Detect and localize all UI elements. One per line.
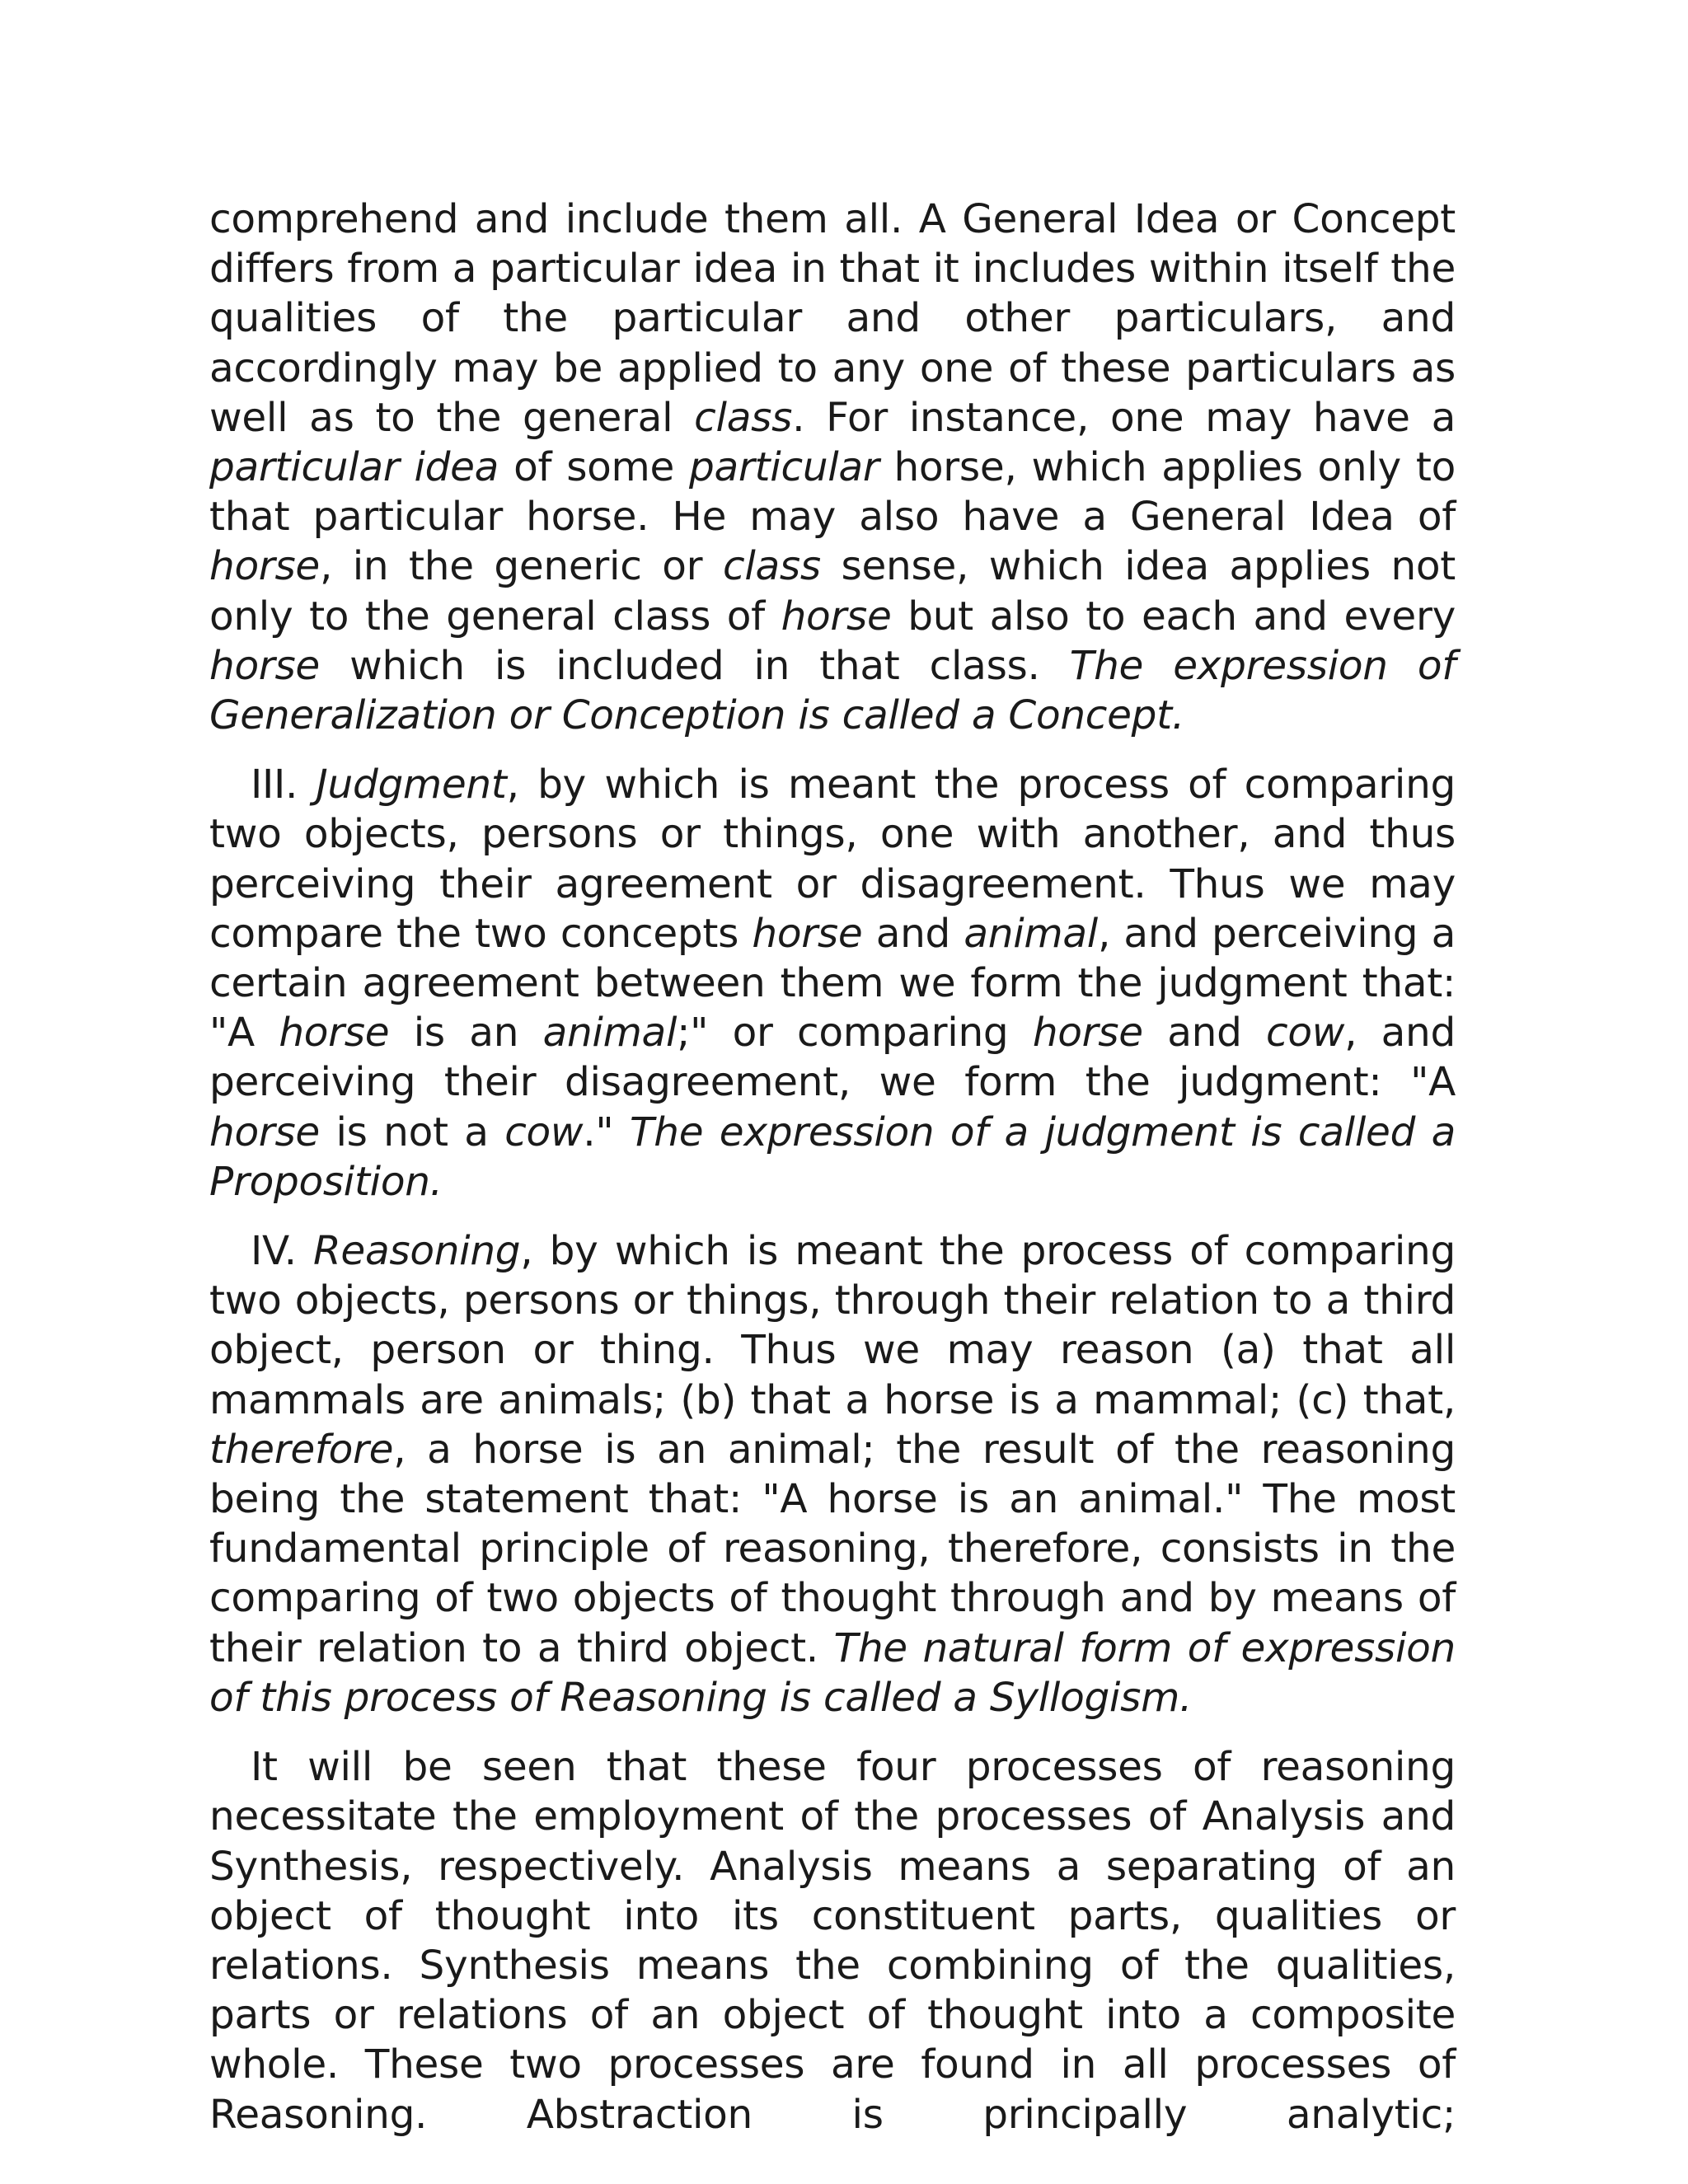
italic-text: animal xyxy=(542,1010,678,1057)
text-run: and xyxy=(862,910,964,957)
text-run: is not a xyxy=(319,1108,505,1155)
italic-text: horse xyxy=(209,1108,320,1155)
text-run: sense, which idea applies not only to the general class of xyxy=(209,543,1456,640)
text-run: , in the generic or xyxy=(319,543,723,590)
italic-text: horse xyxy=(752,910,863,957)
paragraph-analysis-synthesis xyxy=(209,1742,1456,2139)
text-run: , by which is meant the process of comparing two objects, persons or things, one with another, and thus perceiving their agreement or disagreement. Thus we may compare the two concepts xyxy=(209,762,1456,957)
paragraph-concept xyxy=(209,194,1456,740)
text-run: ;" or comparing xyxy=(677,1010,1033,1057)
text-run: , and perceiving their disagreement, we form the judgment: "A xyxy=(209,1010,1456,1106)
text-run: but also to each and every xyxy=(891,593,1456,640)
italic-text: horse xyxy=(279,1010,390,1057)
paragraph-judgment xyxy=(209,760,1456,1207)
italic-text: Judgment xyxy=(316,762,507,808)
italic-text: animal xyxy=(964,910,1098,957)
italic-text: cow xyxy=(504,1108,584,1155)
italic-text: The expression of a judgment is called a Proposition. xyxy=(209,1108,1456,1205)
text-run: of some xyxy=(499,444,690,491)
text-run: . For instance, one may have a xyxy=(792,394,1456,441)
italic-text: class xyxy=(694,394,793,441)
italic-text: cow xyxy=(1265,1010,1345,1057)
text-run: and xyxy=(1142,1010,1266,1057)
text-run: , by which is meant the process of comparing two objects, persons or things, through their relation to a third object, person or thing. Thus we may reason (a) that all mammals are animals; (b) that a horse is a mammal; (c) that, xyxy=(209,1228,1456,1423)
text-run: horse, which applies only to that particular horse. He may also have a General Idea of xyxy=(209,444,1456,541)
italic-text: class xyxy=(722,543,821,590)
text-run: III. xyxy=(251,762,316,808)
paragraph-reasoning xyxy=(209,1226,1456,1722)
italic-text: therefore xyxy=(209,1426,394,1473)
italic-text: Reasoning xyxy=(313,1228,521,1275)
text-run: IV. xyxy=(251,1228,314,1275)
text-run: ." xyxy=(583,1108,630,1155)
italic-text: The expression of Generalization or Conception is called a Concept. xyxy=(209,642,1456,739)
italic-text: particular xyxy=(689,444,879,491)
italic-text: horse xyxy=(209,543,320,590)
italic-text: particular idea xyxy=(209,444,499,491)
italic-text: horse xyxy=(1032,1010,1143,1057)
text-run: comprehend and include them all. A General Idea or Concept differs from a particular idea in that it includes within itself the qualities of the particular and other particulars, and accordingly may be applied to any one of these particulars as well as to the general xyxy=(209,196,1456,441)
text-run: is an xyxy=(389,1010,543,1057)
text-run: , a horse is an animal; the result of the reasoning being the statement that: "A horse is an animal." The most fundamental principle of reasoning, therefore, consists in the comparing of two objects of thought through and by means of their relation to a third object. xyxy=(209,1426,1456,1671)
italic-text: horse xyxy=(781,593,892,640)
text-run: , and perceiving a certain agreement between them we form the judgment that: "A xyxy=(209,910,1456,1057)
text-run: which is included in that class. xyxy=(319,642,1070,689)
italic-text: The natural form of expression of this process of Reasoning is called a Syllogism. xyxy=(209,1624,1456,1721)
text-run: It will be seen that these four processes of reasoning necessitate the employment of the processes of Analysis and Synthesis, respectively. Analysis means a separating of an object of thought into its constituent parts, qualities or relations. Synthesis means the combining of the qualities, parts or relations of an object of thought into a composite whole. These two processes are found in all processes of Reasoning. Abstraction is principally analytic; xyxy=(209,1744,1456,2138)
italic-text: horse xyxy=(209,642,320,689)
document-page xyxy=(209,194,1456,2159)
